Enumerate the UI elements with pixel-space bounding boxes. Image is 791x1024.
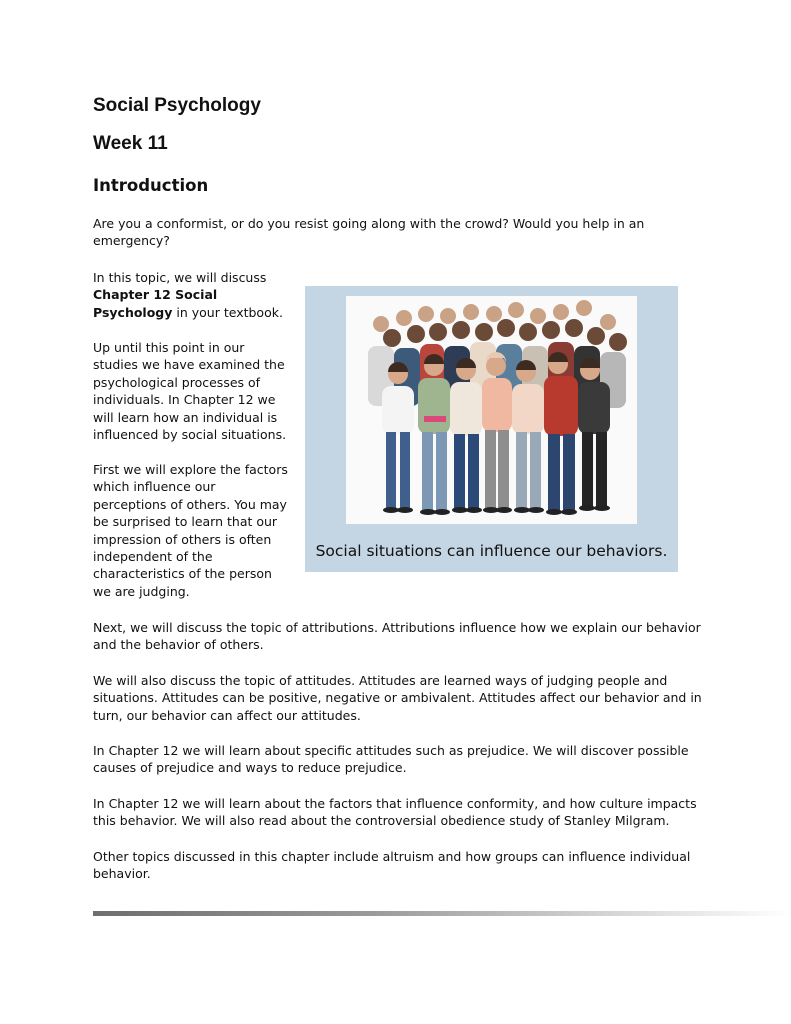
attitudes-paragraph: We will also discuss the topic of attitudes. Attitudes are learned ways of judging people and situations. Attitudes can be positive, negative or ambivalent. Attitudes affect our behavior and in turn, our behavior can affect our attitudes. xyxy=(93,673,702,723)
intro-paragraph: Are you a conformist, or do you resist going along with the crowd? Would you help in an emergency? xyxy=(93,216,645,249)
footer-divider xyxy=(93,911,791,916)
topic-text-end: in your textbook. xyxy=(172,304,283,320)
week-heading: Week 11 xyxy=(93,133,168,154)
figure-caption: Social situations can influence our behaviors. xyxy=(315,542,668,560)
section-heading: Introduction xyxy=(93,176,209,195)
conformity-paragraph: In Chapter 12 we will learn about the factors that influence conformity, and how culture impacts this behavior. We will also read about the controversial obedience study of Stanley Milgram. xyxy=(93,796,697,829)
crowd-illustration xyxy=(346,296,637,524)
topic-text-start: In this topic, we will discuss xyxy=(93,270,267,285)
prejudice-paragraph: In Chapter 12 we will learn about specific attitudes such as prejudice. We will discover possible causes of prejudice and ways to reduce prejudice. xyxy=(93,743,689,776)
document-title: Social Psychology xyxy=(93,95,261,116)
attributions-paragraph: Next, we will discuss the topic of attributions. Attributions influence how we explain our behavior and the behavior of others. xyxy=(93,620,701,653)
other-topics-paragraph: Other topics discussed in this chapter include altruism and how groups can influence individual behavior. xyxy=(93,849,691,882)
crowd-photo xyxy=(346,296,637,524)
figure-frame xyxy=(305,286,678,572)
processes-paragraph: Up until this point in our studies we have examined the psychological processes of individuals. In Chapter 12 we will learn how an individual is influenced by social situations. xyxy=(93,340,287,443)
perception-paragraph: First we will explore the factors which influence our perceptions of others. You may be surprised to learn that our impression of others is often independent of the characteristics of the person we are judging. xyxy=(93,462,288,599)
topic-paragraph xyxy=(93,269,289,321)
chapter-reference: Chapter 12 Social Psychology xyxy=(93,287,218,320)
